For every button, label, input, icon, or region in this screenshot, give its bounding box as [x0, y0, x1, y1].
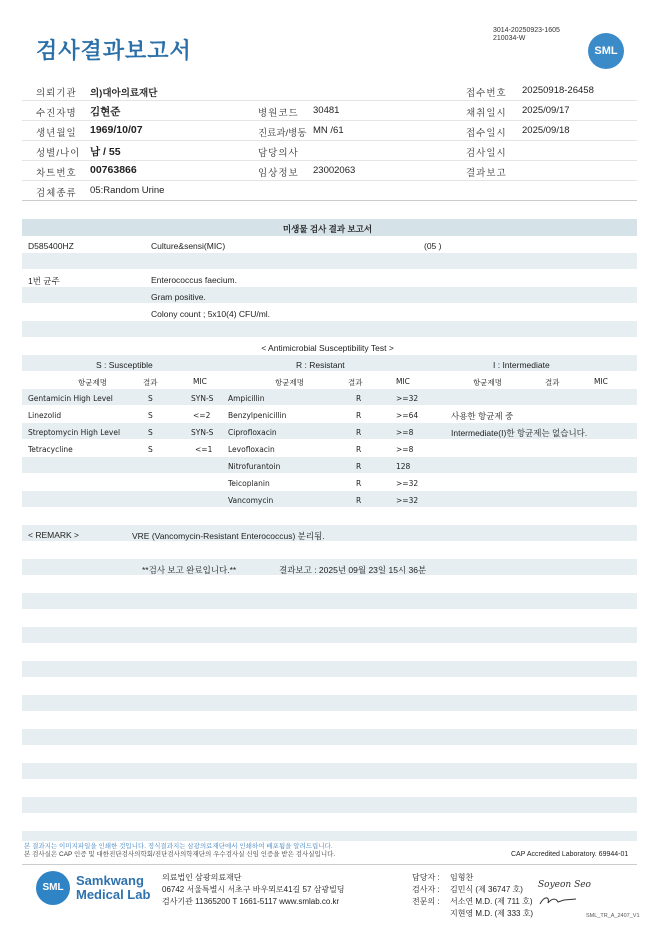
stripe: [22, 695, 637, 711]
stripe: [22, 797, 637, 813]
mid-mic: >=64: [396, 411, 419, 420]
stripe: [22, 831, 637, 841]
legend-intermediate: I : Intermediate: [493, 360, 550, 370]
left-drug: Tetracycline: [28, 445, 73, 454]
staff-name: 임형찬: [450, 873, 474, 882]
lab-name-line-2: Medical Lab: [76, 887, 151, 902]
doc-id-line2: 210034-W: [493, 35, 526, 42]
header-row-5: [22, 161, 637, 181]
signature-mark-icon: [538, 894, 578, 908]
col-header-mic: MIC: [594, 377, 608, 386]
mid-result: R: [356, 496, 362, 505]
sml-footer-logo: SML: [36, 871, 70, 905]
staff-role: 담당자 :: [412, 873, 440, 882]
staff-row: [412, 896, 533, 908]
header-row-4: [22, 141, 637, 161]
lab-name: [76, 874, 150, 902]
mid-drug: Vancomycin: [228, 496, 274, 505]
staff-role: 검사자 :: [412, 885, 440, 894]
staff-role: 전문의 :: [412, 897, 440, 906]
left-result: S: [148, 411, 153, 420]
form-version: SML_TR_A_2407_V1: [586, 913, 640, 919]
test-number: (05 ): [424, 241, 442, 251]
left-result: S: [148, 428, 153, 437]
sml-logo: SML: [588, 33, 624, 69]
left-drug: Streptomycin High Level: [28, 428, 121, 437]
col-header-drug: 항균제명: [78, 378, 107, 387]
mid-mic: 128: [396, 462, 411, 471]
cap-accreditation: CAP Accredited Laboratory. 69944-01: [511, 851, 629, 858]
report-section-title: 미생물 검사 결과 보고서: [282, 224, 373, 234]
legend-susceptible: S : Susceptible: [96, 360, 153, 370]
label-hospital-code: 병원코드: [258, 108, 299, 119]
left-mic: SYN-S: [191, 394, 214, 403]
mid-drug: Teicoplanin: [228, 479, 270, 488]
value-birthdate: 1969/10/07: [90, 124, 143, 136]
stripe: [22, 253, 637, 269]
staff-row: [412, 872, 533, 884]
mid-result: R: [356, 411, 362, 420]
header-row-6: [22, 181, 637, 201]
mid-result: R: [356, 462, 362, 471]
mid-drug: Ciprofloxacin: [228, 428, 277, 437]
gram-stain: Gram positive.: [151, 292, 206, 302]
colony-label: 1번 균주: [28, 276, 60, 286]
disclaimer: [24, 843, 335, 859]
stripe: [22, 457, 637, 473]
col-header-result: 결과: [143, 378, 158, 387]
staff-list: [412, 872, 533, 920]
footer-divider: [22, 864, 637, 865]
test-code: D585400HZ: [28, 241, 74, 251]
label-receipt-date: 접수일시: [466, 128, 507, 139]
remark-text: VRE (Vancomycin-Resistant Enterococcus) 분리됨.: [132, 531, 325, 541]
report-complete: **검사 보고 완료입니다.**: [142, 565, 237, 575]
lab-org: 의료법인 삼광의료재단: [162, 873, 242, 882]
label-patient-name: 수진자명: [36, 108, 77, 119]
stripe: [22, 593, 637, 609]
col-header-mic: MIC: [396, 377, 410, 386]
stripe: [22, 525, 637, 541]
mid-mic: >=32: [396, 394, 419, 403]
stripe: [22, 763, 637, 779]
organism-name: Enterococcus faecium.: [151, 275, 237, 285]
mid-drug: Nitrofurantoin: [228, 462, 281, 471]
col-header-drug: 항균제명: [473, 378, 502, 387]
lab-name-line-1: Samkwang: [76, 873, 144, 888]
page-title: 검사결과보고서: [36, 38, 192, 63]
value-clinical-info: 23002063: [313, 165, 356, 176]
staff-row: [412, 884, 533, 896]
staff-name: 서소연 M.D. (제 711 호): [450, 897, 533, 906]
value-receipt-date: 2025/09/18: [522, 125, 570, 136]
header-row-3: [22, 121, 637, 141]
stripe: [22, 661, 637, 677]
label-receipt-no: 접수번호: [466, 88, 507, 99]
value-chart-no: 00763866: [90, 164, 137, 176]
left-result: S: [148, 394, 153, 403]
label-test-date: 검사일시: [466, 148, 507, 159]
value-sex-age: 남 / 55: [90, 146, 121, 158]
mid-mic: >=8: [396, 445, 414, 454]
left-result: S: [148, 445, 153, 454]
label-requester: 의뢰기관: [36, 88, 77, 99]
legend-resistant: R : Resistant: [296, 360, 345, 370]
left-drug: Gentamicin High Level: [28, 394, 113, 403]
report-timestamp: 결과보고 : 2025년 09월 23일 15시 36분: [279, 565, 427, 575]
mid-mic: >=32: [396, 496, 419, 505]
stripe: [22, 729, 637, 745]
signature-1: Soyeon Seo: [538, 880, 591, 890]
colony-count: Colony count ; 5x10(4) CFU/ml.: [151, 309, 271, 319]
document-id: [493, 27, 560, 43]
left-drug: Linezolid: [28, 411, 62, 420]
col-header-drug: 항균제명: [275, 378, 304, 387]
lab-info: [162, 872, 345, 908]
header-row-2: [22, 101, 637, 121]
lab-address: 06742 서울특별시 서초구 바우뫼로41길 57 삼광빌딩: [162, 885, 345, 894]
stripe: [22, 491, 637, 507]
label-birthdate: 생년월일: [36, 128, 77, 139]
lab-contact: 검사기관 11365200 T 1661-5117 www.smlab.co.kr: [162, 897, 340, 906]
mid-mic: >=32: [396, 479, 419, 488]
label-doctor: 담당의사: [258, 148, 299, 159]
left-mic: SYN-S: [191, 428, 214, 437]
value-hospital-code: 30481: [313, 105, 340, 116]
col-header-result: 결과: [545, 378, 560, 387]
label-department: 진료과/병동: [258, 128, 307, 139]
value-requester: 의)대아의료재단: [90, 88, 158, 99]
label-specimen: 검체종류: [36, 188, 77, 199]
remark-label: < REMARK >: [28, 530, 80, 540]
mid-result: R: [356, 428, 362, 437]
left-mic: <=2: [193, 411, 211, 420]
disclaimer-line-2: 본 검사실은 CAP 인증 및 대한진단검사의학회/진단검사의학재단의 우수검사실 신임 인증을 받은 검사실입니다.: [24, 851, 336, 858]
stripe: [22, 287, 637, 303]
stripe: [22, 389, 637, 405]
disclaimer-line-1: 본 결과지는 이미지파일을 인쇄한 것입니다. 정식결과지는 삼광의료재단에서 인쇄하여 배포됨을 알려드립니다.: [24, 843, 333, 850]
mid-result: R: [356, 445, 362, 454]
signature-2: [538, 894, 578, 913]
label-sex-age: 성별/나이: [36, 148, 81, 159]
label-result-report: 결과보고: [466, 168, 507, 179]
value-receipt-no: 20250918-26458: [522, 85, 594, 96]
staff-name: 지현영 M.D. (제 333 호): [450, 909, 534, 918]
label-collection-date: 채취일시: [466, 108, 507, 119]
mid-result: R: [356, 394, 362, 403]
mid-drug: Levofloxacin: [228, 445, 275, 454]
note-line-2: Intermediate(I)한 항균제는 없습니다.: [451, 428, 588, 438]
ast-title: < Antimicrobial Susceptibility Test >: [261, 343, 394, 353]
value-patient-name: 김현준: [90, 106, 121, 118]
test-name: Culture&sensi(MIC): [151, 241, 226, 251]
value-specimen: 05:Random Urine: [90, 185, 165, 196]
stripe: [22, 627, 637, 643]
mid-result: R: [356, 479, 362, 488]
label-clinical-info: 임상정보: [258, 168, 299, 179]
staff-name: 김민식 (제 36747 호): [450, 885, 523, 894]
doc-id-line1: 3014-20250923-1605: [493, 27, 560, 34]
staff-row: [412, 908, 533, 920]
mid-mic: >=8: [396, 428, 414, 437]
header-row-1: [22, 81, 637, 101]
mid-drug: Benzylpenicillin: [228, 411, 287, 420]
left-mic: <=1: [195, 445, 213, 454]
value-department: MN /61: [313, 125, 344, 136]
label-chart-no: 차트번호: [36, 168, 77, 179]
value-collection-date: 2025/09/17: [522, 105, 570, 116]
note-line-1: 사용한 항균제 중: [451, 411, 514, 421]
col-header-mic: MIC: [193, 377, 207, 386]
mid-drug: Ampicillin: [228, 394, 265, 403]
stripe: [22, 321, 637, 337]
col-header-result: 결과: [348, 378, 363, 387]
